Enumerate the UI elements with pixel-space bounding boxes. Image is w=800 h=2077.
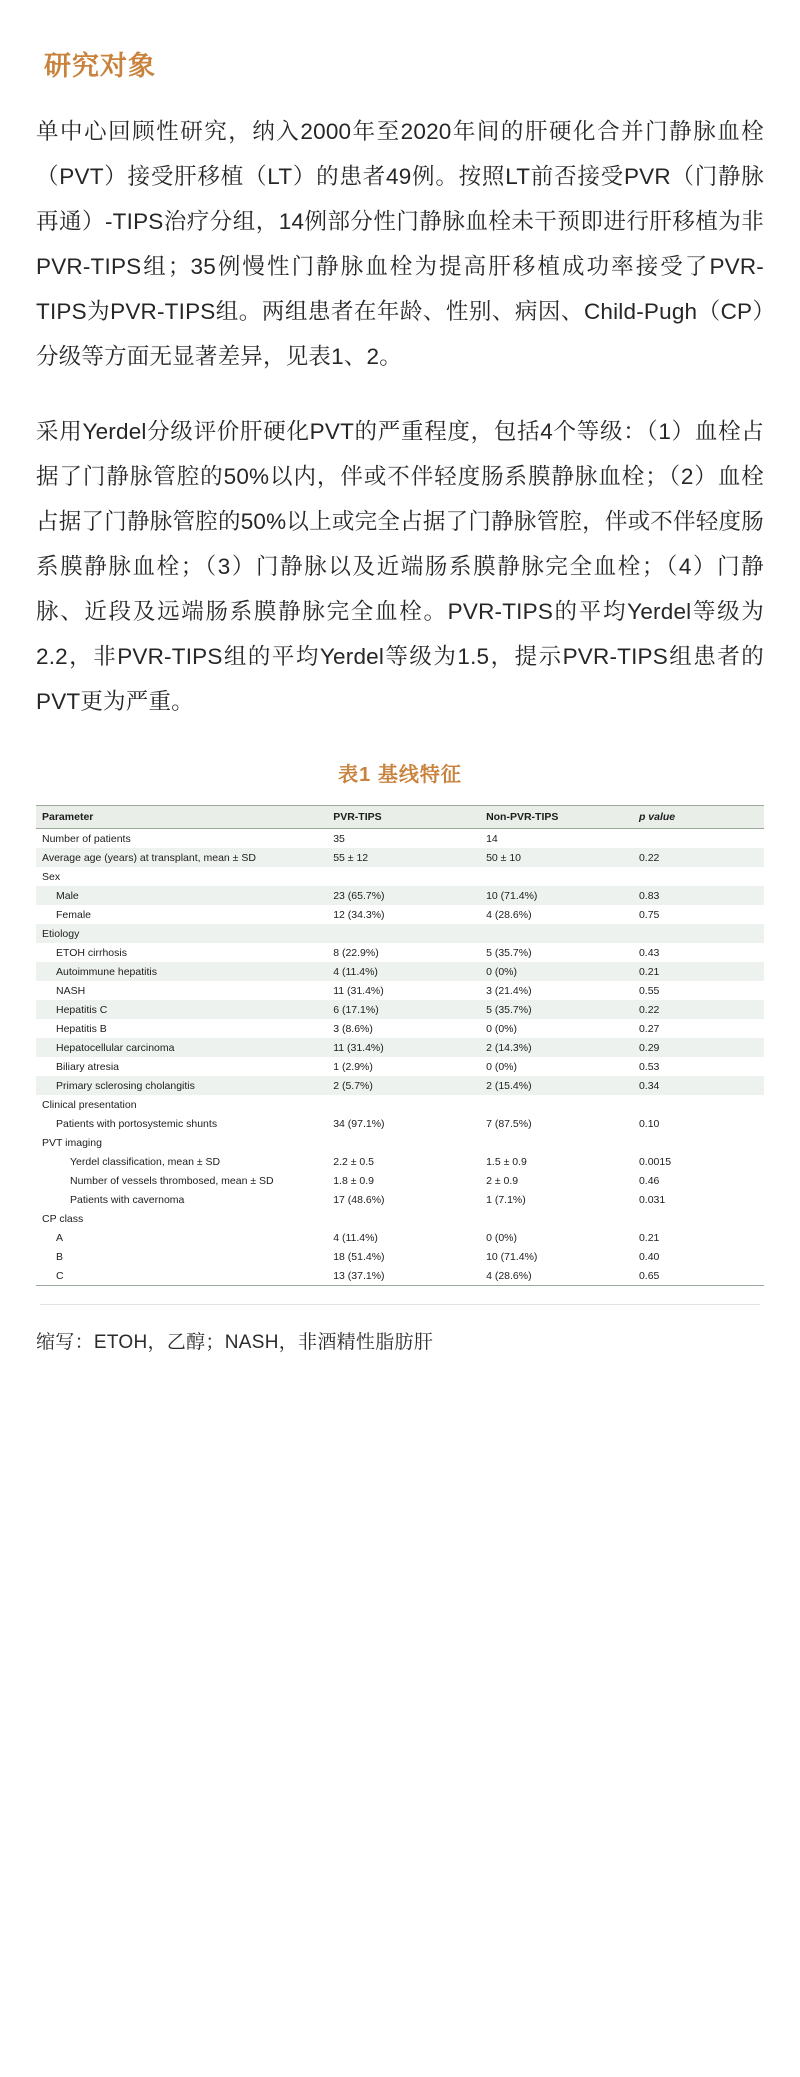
table-cell: C	[36, 1266, 327, 1286]
table-cell: A	[36, 1228, 327, 1247]
table-cell	[327, 924, 480, 943]
table-cell: 0.65	[633, 1266, 764, 1286]
column-header-non-pvr-tips: Non-PVR-TIPS	[480, 806, 633, 829]
table-cell: Primary sclerosing cholangitis	[36, 1076, 327, 1095]
table-cell: 0.22	[633, 848, 764, 867]
table-cell	[327, 1209, 480, 1228]
table-cell: 5 (35.7%)	[480, 943, 633, 962]
table-cell: Female	[36, 905, 327, 924]
table-cell: Hepatitis C	[36, 1000, 327, 1019]
table-cell: 0.22	[633, 1000, 764, 1019]
table-cell	[327, 1133, 480, 1152]
table-caption: 表1 基线特征	[338, 764, 462, 786]
table-cell: 11 (31.4%)	[327, 1038, 480, 1057]
table-cell: 0 (0%)	[480, 1228, 633, 1247]
table-row	[36, 886, 764, 905]
table-row	[36, 1095, 764, 1114]
table-cell: 1 (7.1%)	[480, 1190, 633, 1209]
table-cell: 0.46	[633, 1171, 764, 1190]
table-row	[36, 1228, 764, 1247]
table-cell: Patients with cavernoma	[36, 1190, 327, 1209]
table-cell: 50 ± 10	[480, 848, 633, 867]
table-cell: ETOH cirrhosis	[36, 943, 327, 962]
table-cell: 10 (71.4%)	[480, 1247, 633, 1266]
table-cell: 2 ± 0.9	[480, 1171, 633, 1190]
table-cell: 18 (51.4%)	[327, 1247, 480, 1266]
table-row	[36, 829, 764, 849]
table-cell: 2 (5.7%)	[327, 1076, 480, 1095]
table-row	[36, 1038, 764, 1057]
table-cell	[480, 924, 633, 943]
table-cell	[480, 1095, 633, 1114]
table-cell: 23 (65.7%)	[327, 886, 480, 905]
table-row	[36, 924, 764, 943]
page-title: 研究对象	[44, 51, 156, 81]
table-cell: 0.21	[633, 962, 764, 981]
table-header-row	[36, 806, 764, 829]
table-cell: 0.031	[633, 1190, 764, 1209]
table-cell: 10 (71.4%)	[480, 886, 633, 905]
table-cell: 55 ± 12	[327, 848, 480, 867]
paragraph-1: 单中心回顾性研究，纳入2000年至2020年间的肝硬化合并门静脉血栓（PVT）接受肝移植（LT）的患者49例。按照LT前否接受PVR（门静脉再通）-TIPS治疗分组，14例部分性门静脉血栓未干预即进行肝移植为非PVR-TIPS组；35例慢性门静脉血栓为提高肝移植成功率接受了PVR-TIPS为PVR-TIPS组。两组患者在年龄、性别、病因、Child-Pugh（CP）分级等方面无显著差异，见表1、2。	[36, 119, 764, 369]
table-cell: 0.0015	[633, 1152, 764, 1171]
table-cell: Average age (years) at transplant, mean ± SD	[36, 848, 327, 867]
table-cell: Hepatitis B	[36, 1019, 327, 1038]
table-row	[36, 1247, 764, 1266]
table-cell: 2 (15.4%)	[480, 1076, 633, 1095]
table-row	[36, 1266, 764, 1286]
paragraph-2: 采用Yerdel分级评价肝硬化PVT的严重程度，包括4个等级：（1）血栓占据了门静脉管腔的50%以内，伴或不伴轻度肠系膜静脉血栓；（2）血栓占据了门静脉管腔的50%以上或完全占据了门静脉管腔，伴或不伴轻度肠系膜静脉血栓；（3）门静脉以及近端肠系膜静脉完全血栓；（4）门静脉、近段及远端肠系膜静脉完全血栓。PVR-TIPS的平均Yerdel等级为2.2，非PVR-TIPS组的平均Yerdel等级为1.5，提示PVR-TIPS组患者的PVT更为严重。	[36, 419, 764, 714]
table-cell: 0 (0%)	[480, 1057, 633, 1076]
table-cell: 8 (22.9%)	[327, 943, 480, 962]
table-cell: 0.55	[633, 981, 764, 1000]
table-cell: 17 (48.6%)	[327, 1190, 480, 1209]
table-cell: Male	[36, 886, 327, 905]
table-row	[36, 1000, 764, 1019]
table-cell: 0.83	[633, 886, 764, 905]
table-cell: 1 (2.9%)	[327, 1057, 480, 1076]
table-cell: 0.75	[633, 905, 764, 924]
table-cell	[633, 1133, 764, 1152]
table-cell	[480, 867, 633, 886]
table-cell: Hepatocellular carcinoma	[36, 1038, 327, 1057]
table-cell: Clinical presentation	[36, 1095, 327, 1114]
table-cell: 0.21	[633, 1228, 764, 1247]
table-cell: 0.40	[633, 1247, 764, 1266]
table-cell	[633, 1209, 764, 1228]
table-cell: 0.53	[633, 1057, 764, 1076]
table-cell: 0 (0%)	[480, 962, 633, 981]
table-row	[36, 1133, 764, 1152]
table-row	[36, 1057, 764, 1076]
table-cell: CP class	[36, 1209, 327, 1228]
table-row	[36, 867, 764, 886]
table-cell: 0.43	[633, 943, 764, 962]
table-cell: Number of vessels thrombosed, mean ± SD	[36, 1171, 327, 1190]
table-cell: 13 (37.1%)	[327, 1266, 480, 1286]
table-row	[36, 1190, 764, 1209]
column-header-parameter: Parameter	[36, 806, 327, 829]
table-row	[36, 1171, 764, 1190]
table-cell: PVT imaging	[36, 1133, 327, 1152]
table-cell: 0.27	[633, 1019, 764, 1038]
table-cell: Sex	[36, 867, 327, 886]
column-header-p-value: p value	[633, 806, 764, 829]
table-cell: Biliary atresia	[36, 1057, 327, 1076]
column-header-pvr-tips: PVR-TIPS	[327, 806, 480, 829]
table-cell: NASH	[36, 981, 327, 1000]
table-cell: 35	[327, 829, 480, 849]
table-row	[36, 1019, 764, 1038]
table-row	[36, 943, 764, 962]
table-cell: 12 (34.3%)	[327, 905, 480, 924]
table-cell: 11 (31.4%)	[327, 981, 480, 1000]
table-cell	[327, 867, 480, 886]
table-row	[36, 848, 764, 867]
table-cell: Etiology	[36, 924, 327, 943]
table-cell: B	[36, 1247, 327, 1266]
table-cell	[327, 1095, 480, 1114]
table-cell: 34 (97.1%)	[327, 1114, 480, 1133]
table-cell: 3 (8.6%)	[327, 1019, 480, 1038]
table-header	[36, 806, 764, 829]
table-footnote: 缩写：ETOH，乙醇；NASH，非酒精性脂肪肝	[36, 1332, 434, 1353]
table-cell: Number of patients	[36, 829, 327, 849]
table-cell: 4 (28.6%)	[480, 1266, 633, 1286]
table-cell: 0 (0%)	[480, 1019, 633, 1038]
table-cell: 6 (17.1%)	[327, 1000, 480, 1019]
table-cell	[480, 1133, 633, 1152]
table-cell: 0.34	[633, 1076, 764, 1095]
table-cell: 4 (11.4%)	[327, 962, 480, 981]
table-cell: 0.29	[633, 1038, 764, 1057]
table-row	[36, 1152, 764, 1171]
table-cell: 1.5 ± 0.9	[480, 1152, 633, 1171]
table-cell: 7 (87.5%)	[480, 1114, 633, 1133]
table-cell: 2.2 ± 0.5	[327, 1152, 480, 1171]
table-cell: Autoimmune hepatitis	[36, 962, 327, 981]
table-cell: 4 (28.6%)	[480, 905, 633, 924]
table-cell: Yerdel classification, mean ± SD	[36, 1152, 327, 1171]
table-cell	[633, 924, 764, 943]
footer-divider	[40, 1304, 760, 1305]
table-cell: 14	[480, 829, 633, 849]
table-row	[36, 1076, 764, 1095]
table-cell	[480, 1209, 633, 1228]
table-cell: 5 (35.7%)	[480, 1000, 633, 1019]
table-cell: 2 (14.3%)	[480, 1038, 633, 1057]
table-cell	[633, 1095, 764, 1114]
table-cell: 1.8 ± 0.9	[327, 1171, 480, 1190]
table-row	[36, 1114, 764, 1133]
baseline-characteristics-table	[36, 805, 764, 1286]
table-cell: 3 (21.4%)	[480, 981, 633, 1000]
table-cell: Patients with portosystemic shunts	[36, 1114, 327, 1133]
table-cell	[633, 867, 764, 886]
table-body	[36, 829, 764, 1286]
table-row	[36, 1209, 764, 1228]
table-row	[36, 962, 764, 981]
table-row	[36, 905, 764, 924]
table-cell: 0.10	[633, 1114, 764, 1133]
table-row	[36, 981, 764, 1000]
table-cell: 4 (11.4%)	[327, 1228, 480, 1247]
table-cell	[633, 829, 764, 849]
